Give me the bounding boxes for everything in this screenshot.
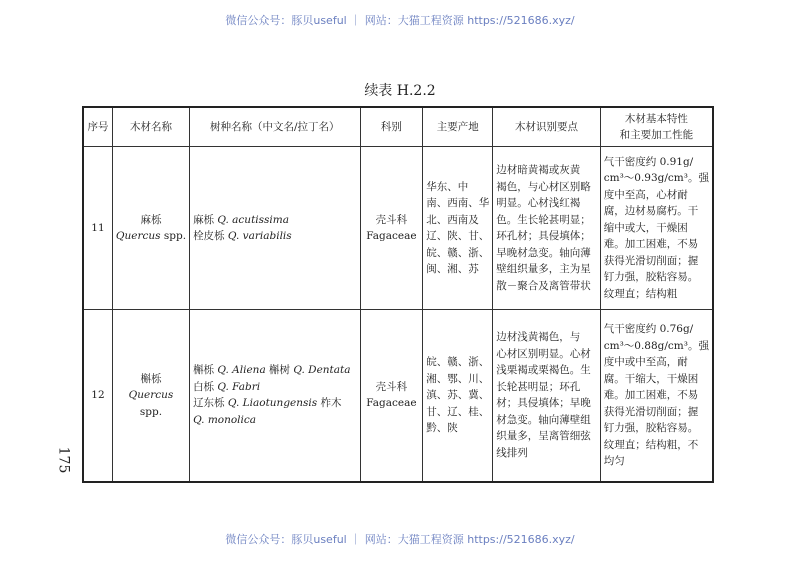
cell-line: Fagaceae — [366, 397, 417, 410]
cell-line: 槲栎 — [140, 372, 162, 385]
cell-line: 壳斗科 — [375, 380, 408, 393]
watermark-top: 微信公众号：豚贝useful ｜ 网站：大猫工程资源 https://521686.xyz/ — [225, 14, 575, 27]
cell-line: cm³～0.88g/cm³。强 — [603, 339, 709, 352]
cell-line: 麻栎 — [140, 213, 162, 226]
cell-line: 边材浅黄褐色，与 — [496, 331, 581, 344]
cell-line: 气干密度约 0.91g/ — [603, 155, 694, 168]
cell-line: 气干密度约 0.76g/ — [603, 323, 694, 335]
cell-line: 心材区别明显。心材 — [496, 347, 591, 360]
cell-identification — [493, 147, 600, 310]
cell-no: 12 — [83, 310, 112, 482]
header-wood-name: 木材名称 — [112, 107, 189, 147]
cell-line: 边材暗黄褐或灰黄 — [496, 164, 581, 176]
cell-line: 辽东栎 Q. Liaotungensis 柞木 — [193, 397, 342, 410]
cell-line: 腐，边材易腐朽。干 — [603, 205, 699, 218]
header-no: 序号 — [83, 107, 112, 147]
cell-line: 均匀 — [603, 455, 625, 467]
cell-line: 钉力强，胶粘容易。 — [603, 271, 699, 284]
cell-identification — [493, 310, 600, 482]
cell-family — [360, 310, 423, 482]
cell-properties — [600, 147, 713, 310]
cell-line: 湘、鄂、川、 — [426, 372, 490, 385]
cell-line: 长轮甚明显；环孔 — [496, 380, 581, 393]
cell-line: 壳斗科 — [375, 213, 408, 226]
cell-family — [360, 147, 423, 310]
table-row — [83, 147, 713, 310]
cell-line: 明显。心材浅红褐 — [496, 197, 581, 209]
cell-line: 难。加工困难，不易 — [603, 238, 699, 251]
cell-line: 纹理直；结构粗 — [603, 287, 678, 300]
page-number: 175 — [55, 446, 72, 474]
cell-line: spp. — [139, 405, 163, 418]
cell-line: 色。生长轮甚明显； — [496, 213, 591, 226]
cell-line: 槲栎 Q. Aliena 槲树 Q. Dentata — [193, 364, 351, 377]
cell-line: 闽、湘、苏 — [426, 263, 479, 275]
cell-line: 散－聚合及离管带状 — [496, 279, 591, 292]
cell-line: 南、西南、华 — [426, 197, 490, 209]
cell-line: 材急变。轴向薄壁组 — [496, 413, 591, 426]
cell-line: 早晚材急变。轴向薄 — [496, 246, 591, 259]
wood-table — [82, 106, 714, 483]
cell-line: Q. monolica — [193, 413, 257, 426]
header-row — [83, 107, 713, 147]
header-species: 树种名称（中文名/拉丁名） — [190, 107, 360, 147]
cell-line: 黔、陕 — [426, 422, 458, 434]
cell-line: 甘、辽、桂、 — [426, 405, 490, 418]
cell-line: 纹理直；结构粗，不 — [603, 438, 699, 451]
cell-line: Quercus spp. — [115, 230, 187, 242]
watermark-bottom: 微信公众号：豚贝useful ｜ 网站：大猫工程资源 https://521686.xyz/ — [225, 533, 575, 546]
cell-line: 钉力强，胶粘容易。 — [603, 422, 699, 434]
cell-line: 难。加工困难，不易 — [603, 389, 699, 401]
cell-line: 华东、中 — [426, 180, 469, 193]
cell-wood-name — [112, 147, 189, 310]
cell-origin — [423, 310, 493, 482]
cell-line: 北、西南及 — [426, 213, 479, 226]
cell-line: 皖、赣、浙、 — [426, 356, 490, 368]
cell-line: Quercus — [128, 389, 174, 401]
cell-line: 腐。干缩大，干燥困 — [603, 372, 699, 385]
cell-line: 白栎 Q. Fabri — [193, 380, 261, 393]
cell-line: Fagaceae — [366, 230, 417, 242]
cell-line: 滇、苏、冀、 — [426, 389, 490, 401]
cell-species — [190, 147, 360, 310]
header-identification: 木材识别要点 — [493, 107, 600, 147]
cell-line: 材；具侵填体；早晚 — [496, 397, 591, 410]
header-origin: 主要产地 — [423, 107, 493, 147]
cell-line: 麻栎 Q. acutissima — [193, 213, 289, 226]
cell-line: 皖、赣、浙、 — [426, 246, 490, 259]
cell-line: 度中或中至高，耐 — [603, 356, 688, 368]
cell-line: 织量多，呈离管细弦 — [496, 430, 591, 443]
cell-properties — [600, 310, 713, 482]
cell-line: 栓皮栎 Q. variabilis — [193, 230, 292, 242]
cell-line: 缩中或大，干燥困 — [603, 221, 688, 234]
cell-line: 线排列 — [496, 446, 528, 459]
cell-no: 11 — [83, 147, 112, 310]
table-title: 续表 H.2.2 — [364, 83, 436, 99]
cell-species — [190, 310, 360, 482]
header-family: 科别 — [360, 107, 423, 147]
cell-line: 褐色，与心材区别略 — [496, 180, 591, 193]
cell-line: 辽、陕、甘、 — [426, 230, 490, 242]
cell-line: 环孔材；具侵填体； — [496, 230, 591, 242]
cell-wood-name — [112, 310, 189, 482]
cell-line: 壁组织量多，主为星 — [496, 263, 591, 275]
cell-line: 浅栗褐或栗褐色。生 — [496, 364, 591, 377]
cell-line: 度中至高，心材耐 — [603, 188, 688, 201]
table-row — [83, 310, 713, 482]
cell-line: 获得光滑切削面；握 — [603, 405, 699, 418]
cell-line: cm³～0.93g/cm³。强 — [603, 172, 709, 185]
cell-origin — [423, 147, 493, 310]
cell-line: 获得光滑切削面；握 — [603, 254, 699, 267]
header-properties: 木材基本特性 和主要加工性能 — [600, 107, 713, 147]
